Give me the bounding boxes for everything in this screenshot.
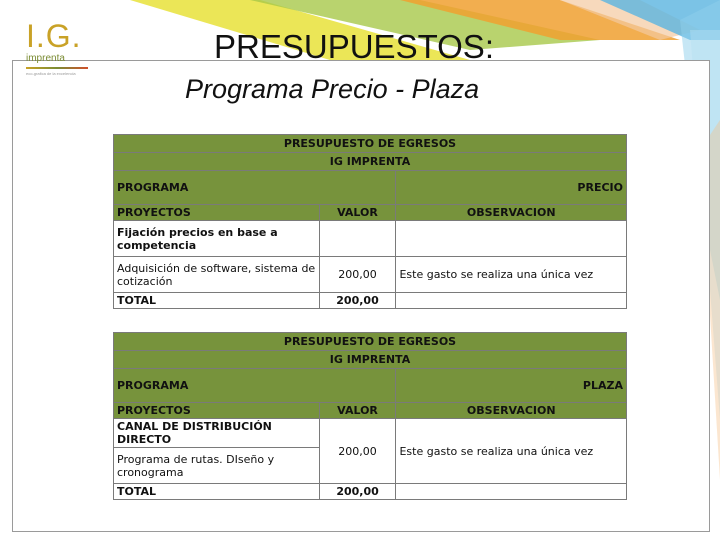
- project-cell: Programa de rutas. DIseño y cronograma: [114, 448, 320, 484]
- logo-tagline: eco-grafica de la excelencia: [26, 71, 76, 76]
- column-header-projects: PROYECTOS: [114, 403, 320, 419]
- project-cell: CANAL DE DISTRIBUCIÓN DIRECTO: [114, 419, 320, 448]
- column-header-value: VALOR: [319, 205, 396, 221]
- column-header-value: VALOR: [319, 403, 396, 419]
- project-cell: Adquisición de software, sistema de cotización: [114, 257, 320, 293]
- total-empty-cell: [396, 293, 627, 309]
- total-value: 200,00: [319, 484, 396, 500]
- program-value: PLAZA: [396, 369, 627, 403]
- slide-title: PRESUPUESTOS:: [214, 28, 494, 65]
- logo-color-bar: [26, 67, 88, 69]
- table-row: [114, 221, 627, 257]
- column-header-projects: PROYECTOS: [114, 205, 320, 221]
- budget-table-precio: [113, 134, 627, 309]
- table-header-budget: PRESUPUESTO DE EGRESOS: [114, 135, 627, 153]
- slide-subtitle: Programa Precio - Plaza: [185, 74, 480, 104]
- budget-table-plaza: [113, 332, 627, 500]
- logo-subtext: imprenta: [26, 53, 65, 64]
- observation-cell: [396, 221, 627, 257]
- total-label: TOTAL: [114, 484, 320, 500]
- table-header-company: IG IMPRENTA: [114, 153, 627, 171]
- project-cell: Fijación precios en base a competencia: [114, 221, 320, 257]
- program-label: PROGRAMA: [114, 369, 396, 403]
- table-row: [114, 419, 627, 448]
- observation-cell: Este gasto se realiza una única vez: [396, 257, 627, 293]
- value-cell: 200,00: [319, 257, 396, 293]
- program-value: PRECIO: [396, 171, 627, 205]
- total-value: 200,00: [319, 293, 396, 309]
- table-total-row: [114, 293, 627, 309]
- table-header-budget: PRESUPUESTO DE EGRESOS: [114, 333, 627, 351]
- logo-mark: I.G.: [26, 18, 82, 54]
- table-total-row: [114, 484, 627, 500]
- table-header-company: IG IMPRENTA: [114, 351, 627, 369]
- program-label: PROGRAMA: [114, 171, 396, 205]
- column-header-observation: OBSERVACION: [396, 205, 627, 221]
- table-row: [114, 257, 627, 293]
- total-empty-cell: [396, 484, 627, 500]
- value-cell: 200,00: [319, 419, 396, 484]
- total-label: TOTAL: [114, 293, 320, 309]
- column-header-observation: OBSERVACION: [396, 403, 627, 419]
- value-cell: [319, 221, 396, 257]
- observation-cell: Este gasto se realiza una única vez: [396, 419, 627, 484]
